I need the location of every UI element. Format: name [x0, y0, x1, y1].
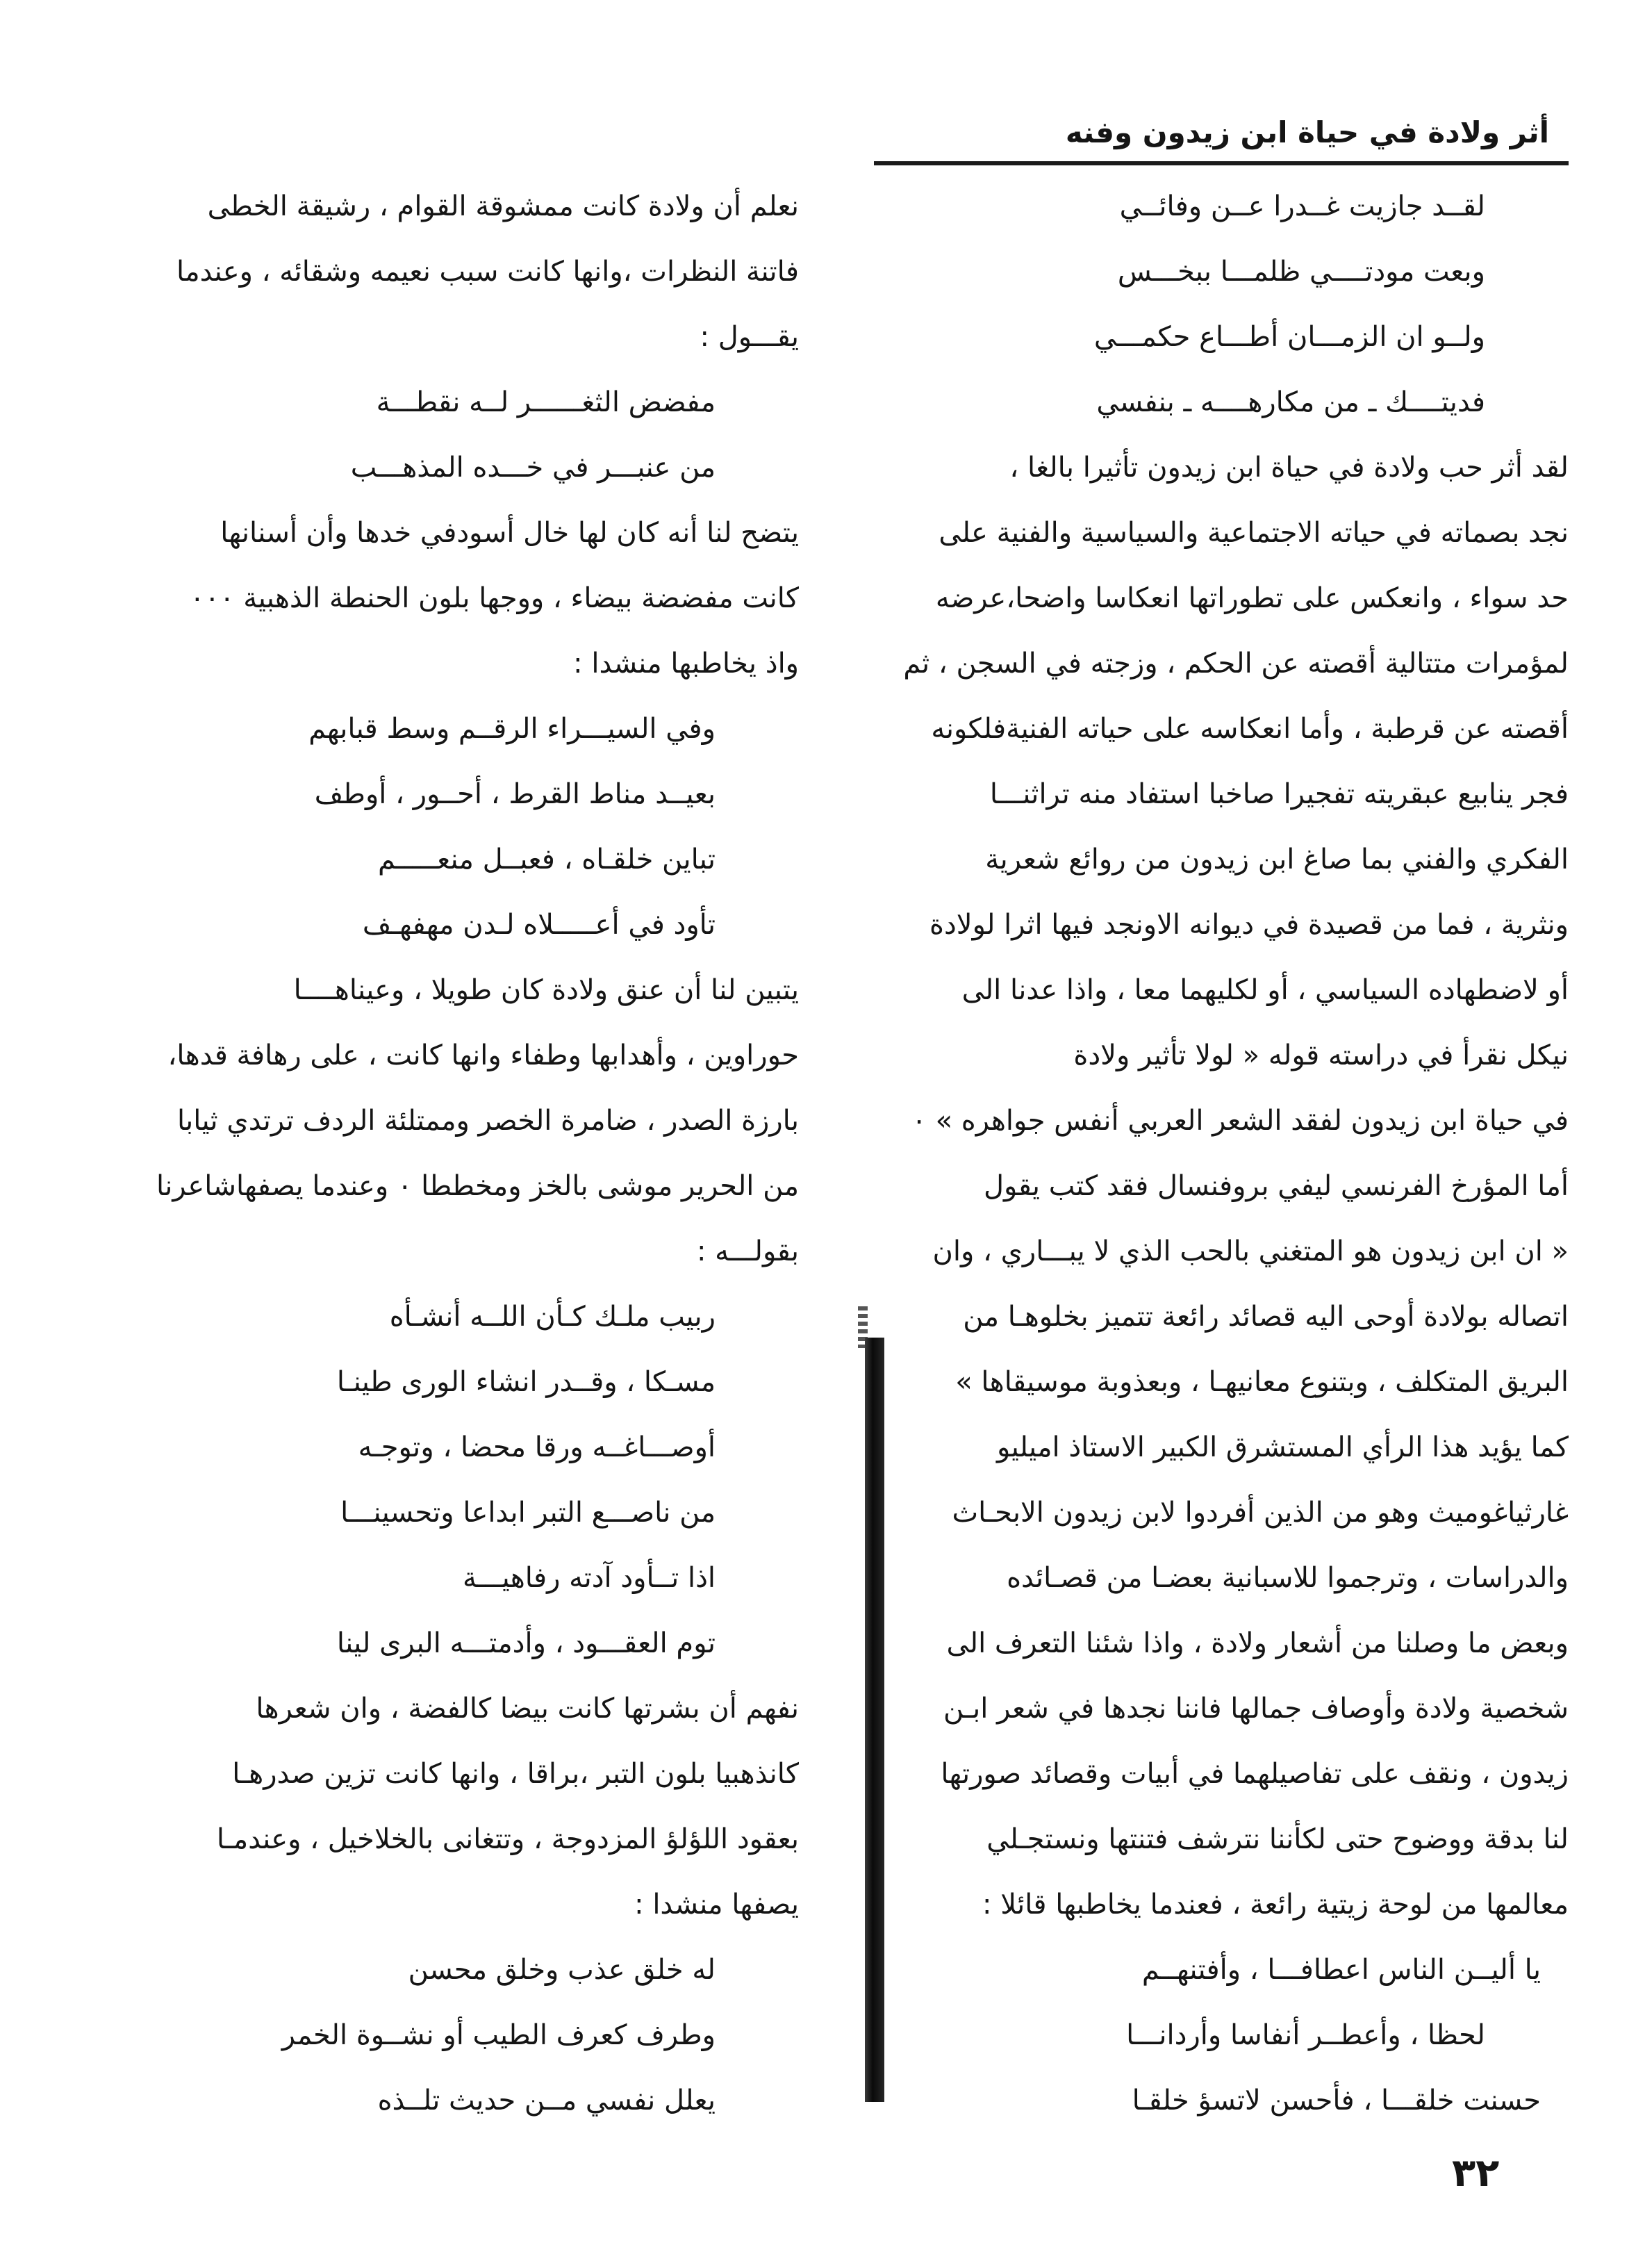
prose-line: زيدون ، ونقف على تفاصيلهما في أبيات وقصائد صورتها [941, 1758, 1569, 1790]
prose-line: غارثياغوميث وهو من الذين أفردوا لابن زيدون الابحـاث [952, 1497, 1569, 1529]
prose-line: أقصته عن قرطبة ، وأما انعكاسه على حياته الفنيةفلكونه [931, 713, 1569, 745]
prose-line: حوراوين ، وأهدابها وطفاء وانها كانت ، على رهافة قدها، [167, 1040, 799, 1071]
prose-line: ونثرية ، فما من قصيدة في ديوانه الاونجد فيها اثرا لولادة [929, 909, 1569, 941]
prose-line: لمؤمرات متتالية أقصته عن الحكم ، وزجته في السجن ، ثم [903, 648, 1569, 680]
prose-line: فجر ينابيع عبقريته تفجيرا صاخبا استفاد منه تراثنـــا [989, 778, 1569, 810]
verse-line: حسنت خلقـــا ، فأحسن لاتسؤ خلقـا [1132, 2085, 1541, 2117]
prose-line: من الحرير موشى بالخز ومخططا ٠ وعندما يصفهاشاعرنا [156, 1170, 799, 1202]
verse-line: تباين خلقـاه ، فعبــل منعـــــم [377, 844, 716, 876]
verse-line: ولــو ان الزمـــان أطـــاع حكمـــي [1093, 321, 1485, 353]
prose-line: بارزة الصدر ، ضامرة الخصر وممتلئة الردف ترتدي ثيابا [176, 1105, 799, 1137]
prose-line: كانت مفضضة بيضاء ، ووجها بلون الحنطة الذهبية ٠٠٠ [190, 582, 799, 614]
verse-line: ربيب ملـك كـأن اللــه أنشـأه [389, 1301, 716, 1333]
prose-line: حد سواء ، وانعكس على تطوراتها انعكاسا واضحا،عرضه [935, 582, 1569, 614]
prose-line: لقد أثر حب ولادة في حياة ابن زيدون تأثيرا بالغا ، [1009, 452, 1569, 484]
prose-line: والدراسات ، وترجموا للاسبانية بعضـا من قصـائده [1007, 1562, 1569, 1594]
verse-line: أوصـــاغــه ورقا محضا ، وتوجـه [358, 1431, 716, 1463]
prose-line: نجد بصماته في حياته الاجتماعية والسياسية والفنية على [939, 517, 1569, 549]
page-number: ٣٢ [1452, 2151, 1500, 2196]
column-separator-bar [865, 1338, 884, 2102]
verse-line: وبعت مودتــــي ظلمـــا ببخـــس [1117, 256, 1485, 288]
verse-line: وفي السيـــراء الرقــم وسط قبابهم [308, 713, 716, 745]
prose-line: كما يؤيد هذا الرأي المستشرق الكبير الاستاذ اميليو [997, 1431, 1569, 1463]
prose-line: في حياة ابن زيدون لفقد الشعر العربي أنفس جواهره » ٠ [911, 1105, 1569, 1137]
left-column [104, 174, 799, 2133]
prose-line: الفكري والفني بما صاغ ابن زيدون من روائع شعرية [985, 844, 1569, 876]
verse-line: له خلق عذب وخلق محسن [408, 1954, 716, 1986]
verse-line: وطرف كعرف الطيب أو نشــوة الخمر [281, 2019, 716, 2051]
verse-line: يعلل نفسي مــن حديث تلــذه [377, 2085, 716, 2117]
verse-line: مفضض الثغــــــر لــه نقطـــة [376, 386, 716, 418]
verse-line: من ناصـــع التبر ابداعا وتحسينـــا [340, 1497, 716, 1529]
prose-line: نعلم أن ولادة كانت ممشوقة القوام ، رشيقة الخطى [207, 190, 799, 222]
prose-line: فاتنة النظرات ،وانها كانت سبب نعيمه وشقائه ، وعندما [176, 256, 799, 288]
verse-line: يا أليــن الناس اعطافـــا ، وأفتنهــم [1141, 1954, 1541, 1986]
header-title: أثر ولادة في حياة ابن زيدون وفنه [1065, 115, 1549, 149]
prose-line: بقولـــه : [696, 1235, 799, 1267]
prose-line: أو لاضطهاده السياسي ، أو لكليهما معا ، واذا عدنا الى [961, 974, 1569, 1006]
verse-line: مسـكا ، وقــدر انشاء الورى طينـا [336, 1366, 716, 1398]
prose-line: بعقود اللؤلؤ المزدوجة ، وتتغانى بالخلاخيل ، وعندمـا [216, 1823, 799, 1855]
prose-line: نفهم أن بشرتها كانت بيضا كالفضة ، وان شعرها [256, 1693, 799, 1725]
verse-line: من عنبـــر في خـــده المذهـــب [350, 452, 716, 484]
prose-line: البريق المتكلف ، وبتنوع معانيهـا ، وبعذوبة موسيقاها » [955, 1366, 1569, 1398]
running-header [1065, 104, 1562, 160]
prose-line: اتصاله بولادة أوحى اليه قصائد رائعة تتميز بخلوهـا من [963, 1301, 1569, 1333]
verse-line: لقــد جازيت غــدرا عــن وفائــي [1119, 190, 1485, 222]
prose-line: يصفها منشدا : [634, 1889, 799, 1921]
verse-line: بعيــد مناط القرط ، أحــور ، أوطف [314, 778, 716, 810]
prose-line: « ان ابن زيدون هو المتغني بالحب الذي لا يبـــاري ، وان [932, 1235, 1569, 1267]
prose-line: لنا بدقة ووضوح حتى لكأننا نترشف فتنتها ونستجـلي [986, 1823, 1569, 1855]
verse-line: لحظا ، وأعطــر أنفاسا وأردانـــا [1126, 2019, 1485, 2051]
verse-line: فديتــــك ـ من مكارهــــه ـ بنفسي [1096, 386, 1485, 418]
prose-line: يقـــول : [700, 321, 799, 353]
right-column [874, 174, 1569, 2133]
verse-line: توم العقـــود ، وأدمتـــه البرى لينا [336, 1627, 716, 1659]
prose-line: نيكل نقرأ في دراسته قوله « لولا تأثير ولادة [1073, 1040, 1569, 1071]
prose-line: واذ يخاطبها منشدا : [573, 648, 799, 680]
verse-line: تأود في أعـــــلاه لـدن مهفهـف [362, 909, 716, 941]
prose-line: كانذهبيا بلون التبر ،براقا ، وانها كانت تزين صدرهـا [232, 1758, 799, 1790]
prose-line: وبعض ما وصلنا من أشعار ولادة ، واذا شئنا التعرف الى [946, 1627, 1569, 1659]
prose-line: يتضح لنا أنه كان لها خال أسودفي خدها وأن أسنانها [220, 517, 799, 549]
prose-line: معالمها من لوحة زيتية رائعة ، فعندما يخاطبها قائلا : [982, 1889, 1569, 1921]
verse-line: اذا تــأود آدته رفاهيـــة [463, 1562, 716, 1594]
prose-line: يتبين لنا أن عنق ولادة كان طويلا ، وعيناهــــا [293, 974, 799, 1006]
prose-line: أما المؤرخ الفرنسي ليفي بروفنسال فقد كتب يقول [983, 1170, 1569, 1202]
prose-line: شخصية ولادة وأوصاف جمالها فاننا نجدها في شعر ابـن [943, 1693, 1569, 1725]
header-rule [874, 161, 1569, 165]
